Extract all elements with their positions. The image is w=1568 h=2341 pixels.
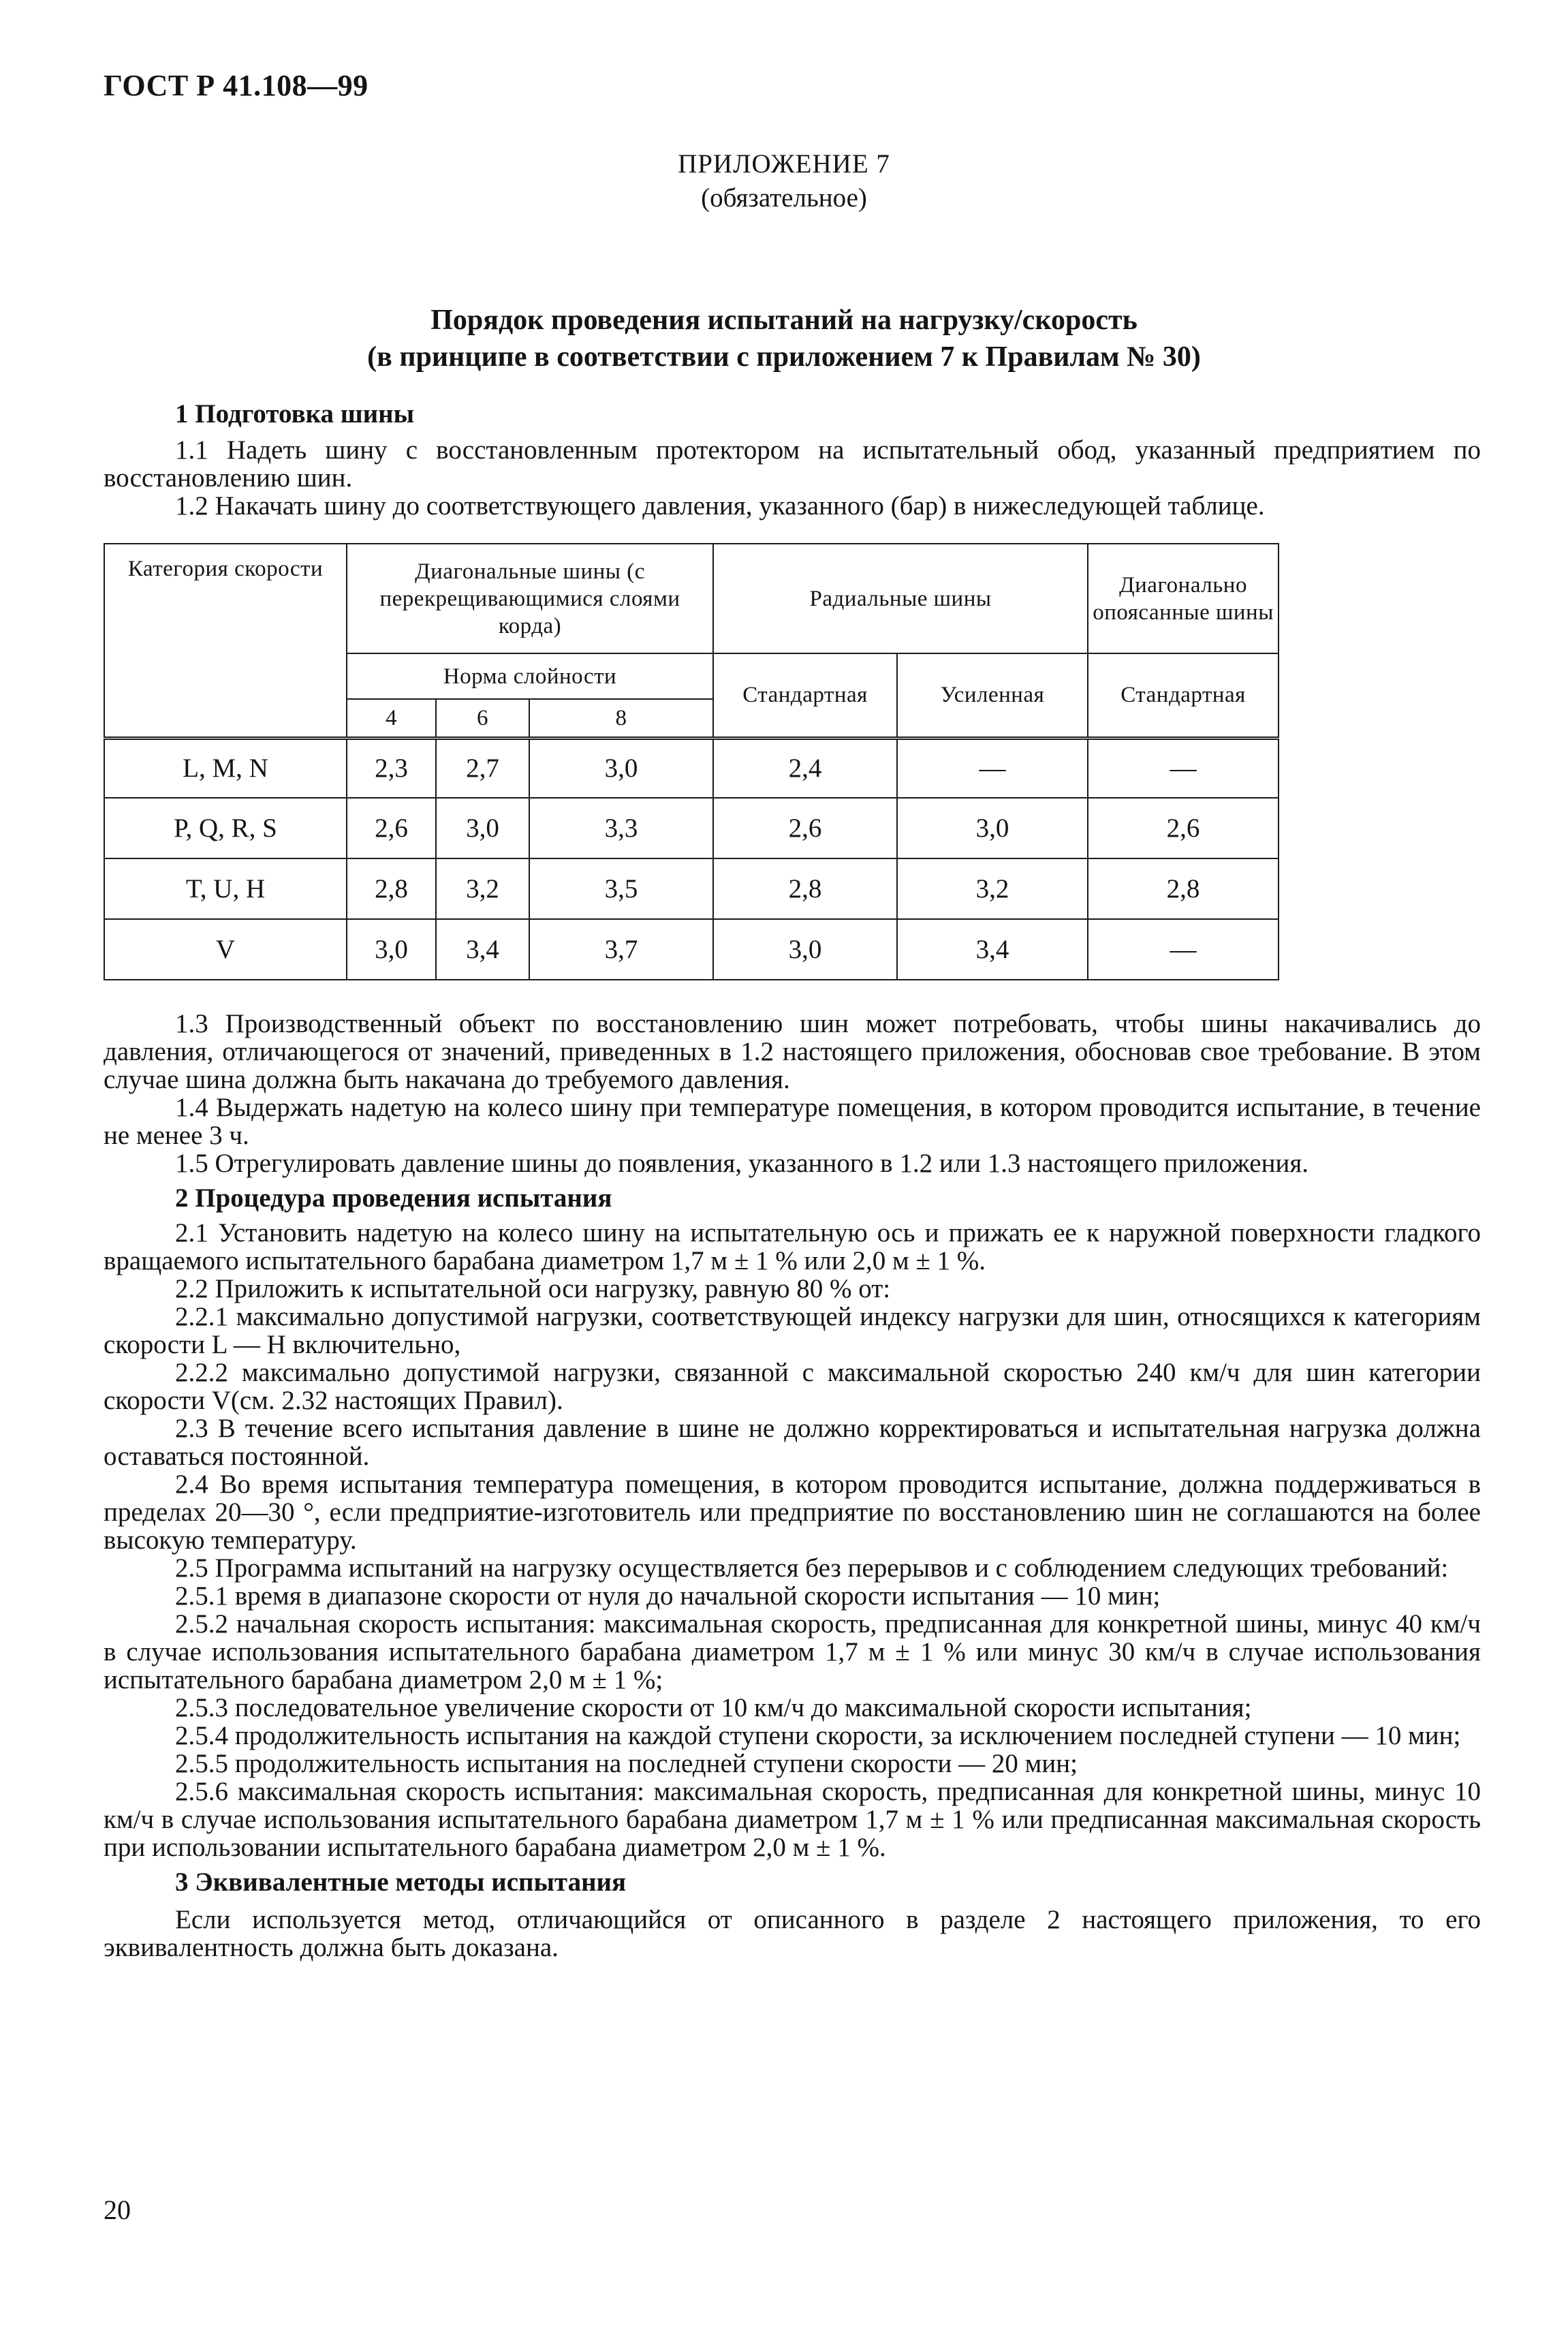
belted-standard-cell: —	[1088, 738, 1279, 798]
section-3-heading: 3 Эквивалентные методы испытания	[175, 1867, 627, 1897]
header-ply-8: 8	[529, 699, 713, 738]
header-ply-4: 4	[347, 699, 436, 738]
paragraph-2-5-1: 2.5.1 время в диапазоне скорости от нуля до начальной скорости испытания — 10 мин;	[175, 1581, 1161, 1611]
section-2-heading: 2 Процедура проведения испытания	[175, 1183, 612, 1213]
paragraph-2-5-6: 2.5.6 максимальная скорость испытания: максимальная скорость, предписанная для конкретной шины, минус 10 км/ч в случае использования испытательного барабана диаметром 1,7 м ± 1 % или предписанная максимальная скорость при использовании испытательного барабана диаметром 2,0 м ± 1 %.	[104, 1777, 1481, 1862]
diagonal-4-cell: 2,8	[347, 858, 436, 919]
header-ply-rating: Норма слойности	[347, 653, 713, 699]
radial-reinforced-cell: 3,0	[897, 798, 1088, 858]
diagonal-4-cell: 3,0	[347, 919, 436, 980]
header-diagonal-tires: Диагональные шины (с перекрещивающимися слоями корда)	[347, 544, 713, 653]
header-radial-reinforced: Усиленная	[897, 653, 1088, 738]
diagonal-6-cell: 3,4	[436, 919, 529, 980]
radial-standard-cell: 2,8	[713, 858, 897, 919]
paragraph-1-5: 1.5 Отрегулировать давление шины до появления, указанного в 1.2 или 1.3 настоящего приложения.	[175, 1149, 1309, 1178]
pressure-table	[104, 543, 1482, 980]
paragraph-1-4: 1.4 Выдержать надетую на колесо шину при температуре помещения, в котором проводится испытание, в течение не менее 3 ч.	[104, 1093, 1481, 1150]
paragraph-2-5-4: 2.5.4 продолжительность испытания на каждой ступени скорости, за исключением последней ступени — 10 мин;	[175, 1721, 1461, 1750]
diagonal-6-cell: 2,7	[436, 738, 529, 798]
header-speed-category: Категория скорости	[104, 544, 347, 738]
diagonal-8-cell: 3,5	[529, 858, 713, 919]
belted-standard-cell: 2,8	[1088, 858, 1279, 919]
paragraph-2-4: 2.4 Во время испытания температура помещения, в котором проводится испытание, должна поддерживаться в пределах 20—30 °, если предприятие-изготовитель или предприятие по восстановлению шин не соглашаются на более высокую температуру.	[104, 1470, 1481, 1555]
body-text	[104, 1010, 1481, 1962]
page-number: 20	[104, 2195, 131, 2225]
speed-category-cell: L, M, N	[104, 738, 347, 798]
radial-standard-cell: 2,4	[713, 738, 897, 798]
appendix-title: ПРИЛОЖЕНИЕ 7	[678, 149, 890, 179]
appendix-note: (обязательное)	[701, 183, 867, 213]
diagonal-8-cell: 3,0	[529, 738, 713, 798]
header-ply-6: 6	[436, 699, 529, 738]
paragraph-2-5-5: 2.5.5 продолжительность испытания на последней ступени скорости — 20 мин;	[175, 1749, 1078, 1778]
paragraph-1-2: 1.2 Накачать шину до соответствующего давления, указанного (бар) в нижеследующей таблице.	[175, 491, 1265, 521]
paragraph-1-3: 1.3 Производственный объект по восстановлению шин может потребовать, чтобы шины накачивались до давления, отличающегося от значений, приведенных в 1.2 настоящего приложения, обосновав свое требование. В этом случае шина должна быть накачана до требуемого давления.	[104, 1009, 1481, 1094]
paragraph-2-5: 2.5 Программа испытаний на нагрузку осуществляется без перерывов и с соблюдением следующих требований:	[175, 1553, 1449, 1583]
table-row	[104, 798, 1481, 858]
document-title-line-1: Порядок проведения испытаний на нагрузку/скорость	[430, 305, 1138, 336]
table-header-row-1	[104, 544, 1481, 653]
table-row	[104, 919, 1481, 980]
header-belted-standard: Стандартная	[1088, 653, 1279, 738]
diagonal-4-cell: 2,3	[347, 738, 436, 798]
diagonal-6-cell: 3,0	[436, 798, 529, 858]
radial-standard-cell: 2,6	[713, 798, 897, 858]
paragraph-2-5-2: 2.5.2 начальная скорость испытания: максимальная скорость, предписанная для конкретной шины, минус 40 км/ч в случае использования испытательного барабана диаметром 1,7 м ± 1 % или минус 30 км/ч в случае использования испытательного барабана диаметром 2,0 м ± 1 %;	[104, 1609, 1481, 1694]
speed-category-cell: P, Q, R, S	[104, 798, 347, 858]
table-row	[104, 738, 1481, 798]
paragraph-2-1: 2.1 Установить надетую на колесо шину на испытательную ось и прижать ее к наружной поверхности гладкого вращаемого испытательного барабана диаметром 1,7 м ± 1 % или 2,0 м ± 1 %.	[104, 1218, 1481, 1275]
header-belted-tires: Диагонально опоясанные шины	[1088, 544, 1279, 653]
section-1-intro	[104, 436, 1481, 520]
paragraph-2-2: 2.2 Приложить к испытательной оси нагрузку, равную 80 % от:	[175, 1274, 891, 1303]
speed-category-cell: V	[104, 919, 347, 980]
paragraph-2-5-3: 2.5.3 последовательное увеличение скорости от 10 км/ч до максимальной скорости испытания;	[175, 1693, 1252, 1722]
document-code: ГОСТ Р 41.108—99	[104, 69, 369, 102]
radial-standard-cell: 3,0	[713, 919, 897, 980]
document-title-line-2: (в принципе в соответствии с приложением 7 к Правилам № 30)	[367, 341, 1201, 373]
paragraph-2-2-2: 2.2.2 максимально допустимой нагрузки, связанной с максимальной скоростью 240 км/ч для шин категории скорости V(см. 2.32 настоящих Правил).	[104, 1358, 1481, 1415]
diagonal-8-cell: 3,7	[529, 919, 713, 980]
speed-category-cell: T, U, H	[104, 858, 347, 919]
paragraph-1-1: 1.1 Надеть шину с восстановленным протектором на испытательный обод, указанный предприятием по восстановлению шин.	[104, 435, 1481, 493]
paragraph-2-2-1: 2.2.1 максимально допустимой нагрузки, соответствующей индексу нагрузки для шин, относящихся к категориям скорости L — H включительно,	[104, 1302, 1481, 1359]
belted-standard-cell: —	[1088, 919, 1279, 980]
diagonal-8-cell: 3,3	[529, 798, 713, 858]
paragraph-2-3: 2.3 В течение всего испытания давление в шине не должно корректироваться и испытательная нагрузка должна оставаться постоянной.	[104, 1414, 1481, 1471]
section-1-heading: 1 Подготовка шины	[175, 399, 415, 429]
diagonal-6-cell: 3,2	[436, 858, 529, 919]
radial-reinforced-cell: —	[897, 738, 1088, 798]
belted-standard-cell: 2,6	[1088, 798, 1279, 858]
header-radial-tires: Радиальные шины	[713, 544, 1088, 653]
table-row	[104, 858, 1481, 919]
diagonal-4-cell: 2,6	[347, 798, 436, 858]
header-radial-standard: Стандартная	[713, 653, 897, 738]
paragraph-3: Если используется метод, отличающийся от описанного в разделе 2 настоящего приложения, то его эквивалентность должна быть доказана.	[104, 1905, 1481, 1962]
radial-reinforced-cell: 3,2	[897, 858, 1088, 919]
radial-reinforced-cell: 3,4	[897, 919, 1088, 980]
